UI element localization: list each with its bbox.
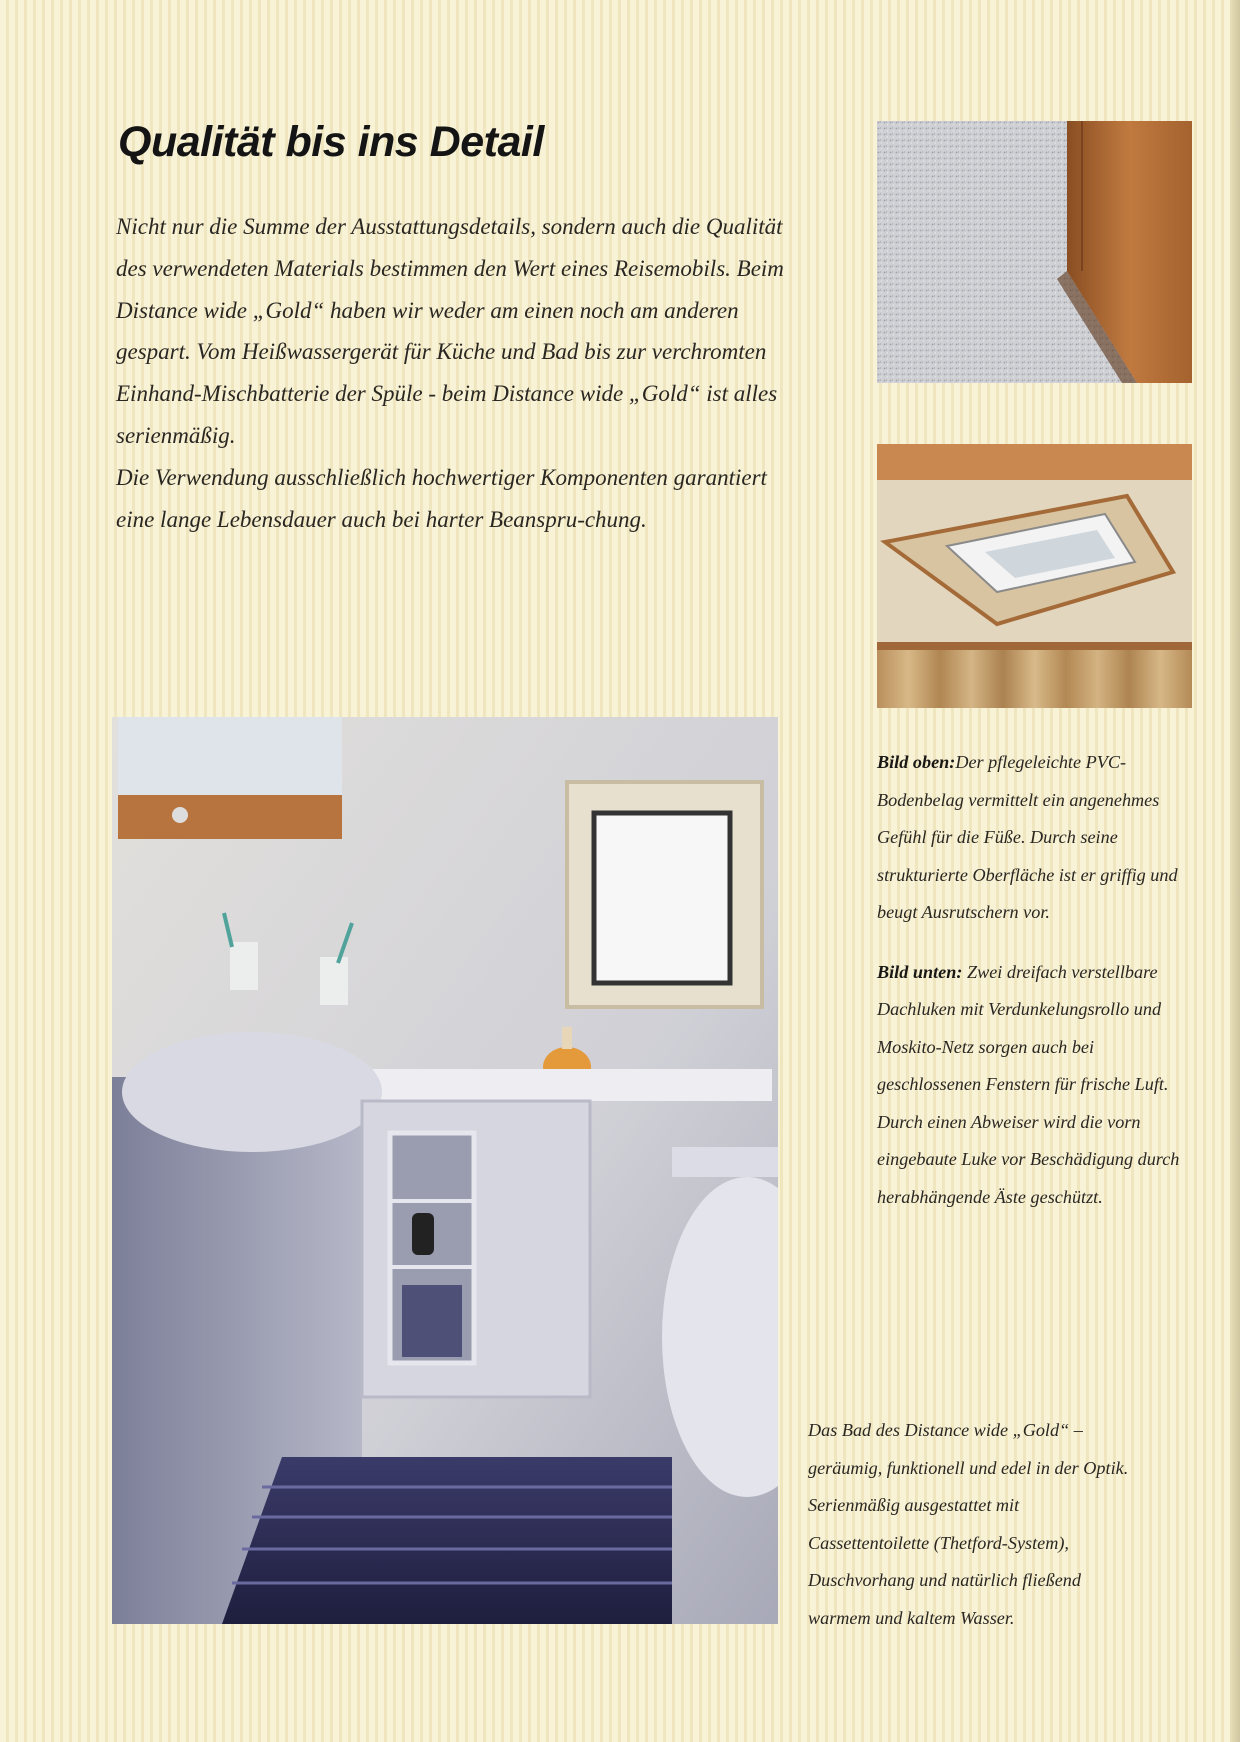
floor-photo-image bbox=[877, 121, 1192, 383]
page-title: Qualität bis ins Detail bbox=[118, 118, 544, 166]
photo-captions bbox=[877, 744, 1195, 1238]
bathroom-photo-image bbox=[112, 717, 778, 1624]
page-edge bbox=[1230, 0, 1240, 1742]
caption-bottom-label: Bild unten: bbox=[877, 961, 963, 982]
intro-paragraph-1: Nicht nur die Summe der Ausstattungsdetails, sondern auch die Qualität des verwendeten Materials bestimmen den Wert eines Reisemobils. Beim Distance wide „Gold“ haben wir weder am einen noch am anderen gespart. Vom Heißwassergerät für Küche und Bad bis zur verchromten Einhand-Mischbatterie der Spüle - beim Distance wide „Gold“ ist alles serienmäßig. bbox=[116, 214, 784, 448]
bathroom-photo bbox=[112, 717, 778, 1624]
caption-bottom bbox=[877, 954, 1195, 1217]
intro-text bbox=[116, 206, 806, 540]
bathroom-caption bbox=[808, 1412, 1138, 1637]
caption-top-label: Bild oben: bbox=[877, 752, 956, 772]
intro-paragraph-2: Die Verwendung ausschließlich hochwertiger Komponenten garantiert eine lange Lebensdauer auch bei harter Beanspru-chung. bbox=[116, 464, 767, 532]
roof-hatch-photo bbox=[877, 444, 1192, 708]
caption-bottom-text: Zwei dreifach verstellbare Dachluken mit Verdunkelungsrollo und Moskito-Netz sorgen auch bei geschlossenen Fenstern für frische Luft. Durch einen Abweiser wird die vorn eingebaute Luke vor Beschädigung durch herabhängende Äste geschützt. bbox=[877, 961, 1180, 1207]
bathroom-caption-text: Das Bad des Distance wide „Gold“ – geräumig, funktionell und edel in der Optik. Serienmäßig ausgestattet mit Cassettentoilette (Thetford-System), Duschvorhang und natürlich fließend warmem und kaltem Wasser. bbox=[808, 1420, 1129, 1628]
caption-top bbox=[877, 744, 1195, 932]
roof-hatch-photo-image bbox=[877, 444, 1192, 708]
floor-photo bbox=[877, 121, 1192, 383]
caption-top-text: Der pflegeleichte PVC-Bodenbelag vermittelt ein angenehmes Gefühl für die Füße. Durch seine strukturierte Oberfläche ist er griffig und beugt Ausrutschern vor. bbox=[877, 752, 1178, 922]
